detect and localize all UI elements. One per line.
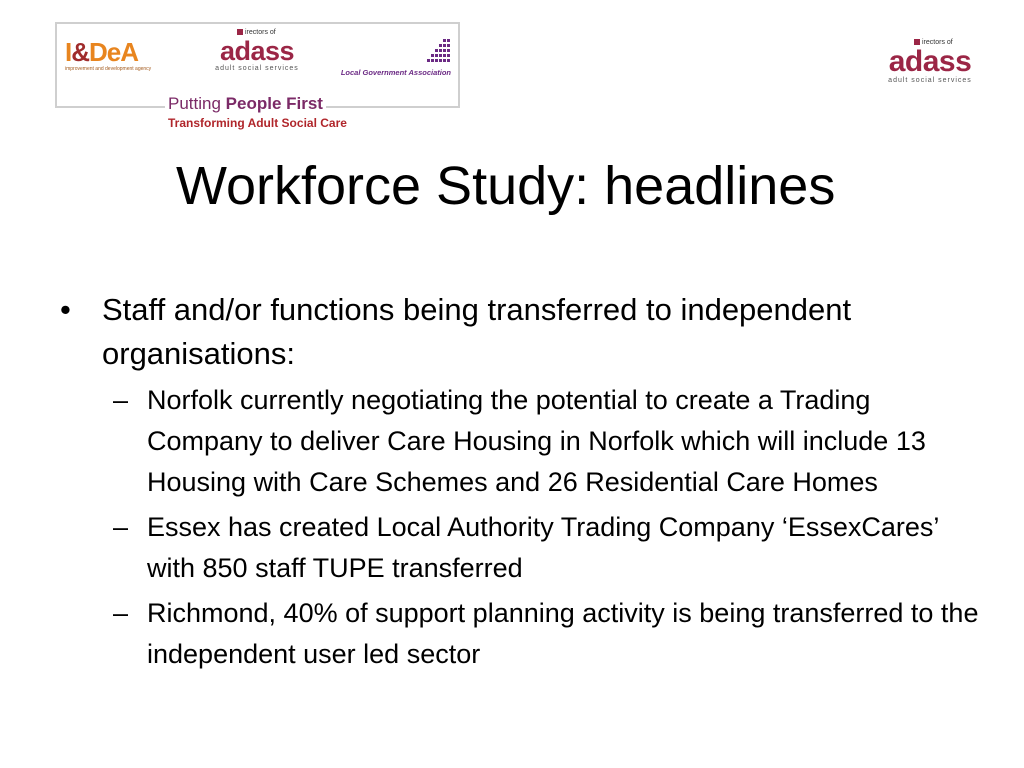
lga-dots-icon bbox=[419, 38, 451, 66]
bullet-item bbox=[60, 288, 980, 376]
lga-name: Local Government Association bbox=[340, 68, 451, 77]
idea-logo bbox=[65, 38, 165, 90]
dash-marker: – bbox=[113, 598, 129, 628]
slide-title: Workforce Study: headlines bbox=[176, 156, 836, 216]
adass-d-square-icon bbox=[237, 29, 243, 35]
adass-subtitle: adult social services bbox=[215, 65, 299, 72]
slide-body bbox=[60, 288, 980, 679]
bullet-marker: • bbox=[60, 292, 71, 327]
sub-bullet-item bbox=[113, 593, 980, 675]
bullet-text: Staff and/or functions being transferred to independent organisations: bbox=[102, 292, 852, 371]
adass-directors-of: irectors of bbox=[245, 29, 276, 36]
sub-bullet-item bbox=[113, 380, 980, 503]
sub-bullet-text: Essex has created Local Authority Trading Company ‘EssexCares’ with 850 staff TUPE transferred bbox=[147, 512, 939, 583]
dash-marker: – bbox=[113, 512, 129, 542]
lga-logo bbox=[337, 38, 457, 88]
adass-wordmark: adass bbox=[219, 36, 295, 66]
sub-bullet-text: Richmond, 40% of support planning activity is being transferred to the independent user led sector bbox=[147, 598, 979, 669]
adass-directors-of: irectors of bbox=[922, 39, 953, 46]
putting-people-first-title: Putting People First bbox=[165, 94, 326, 114]
partner-logo-banner bbox=[55, 22, 460, 130]
sub-bullet-text: Norfolk currently negotiating the potential to create a Trading Company to deliver Care Housing in Norfolk which will include 13 Housing with Care Schemes and 26 Residential Care Homes bbox=[147, 385, 926, 497]
putting-people-first-subtitle: Transforming Adult Social Care bbox=[168, 116, 347, 130]
sub-bullet-list bbox=[60, 380, 980, 675]
adass-logo-right bbox=[884, 38, 976, 94]
sub-bullet-item bbox=[113, 507, 980, 589]
dash-marker: – bbox=[113, 385, 129, 415]
idea-wordmark: I&DeA bbox=[65, 37, 139, 67]
adass-subtitle: adult social services bbox=[888, 77, 972, 84]
adass-logo bbox=[215, 28, 299, 86]
adass-wordmark: adass bbox=[888, 45, 972, 78]
idea-tagline: improvement and development agency bbox=[65, 66, 152, 72]
